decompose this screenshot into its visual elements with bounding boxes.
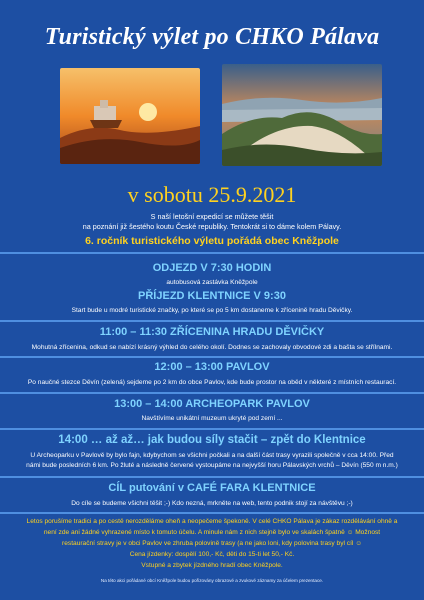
divider bbox=[0, 512, 424, 514]
divider bbox=[0, 428, 424, 430]
intro-text bbox=[0, 212, 424, 232]
intro-line: S naší letošní expedicí se můžete těšit bbox=[150, 212, 274, 221]
divider bbox=[0, 320, 424, 322]
section-text: Start bude u modré turistické značky, po které se po 5 km dostaneme k zřícenině hradu Děvičky. bbox=[71, 307, 353, 314]
section-text: autobusová zastávka Kněžpole bbox=[166, 279, 258, 286]
admission-note: Vstupné a zbytek jízdného hradí obec Kněžpole. bbox=[141, 562, 283, 569]
section-heading-arrival: PŘÍJEZD KLENTNICE V 9:30 bbox=[138, 290, 286, 302]
ticket-price: Cena jízdenky: dospělí 100,- Kč, děti do 15-ti let 50,- Kč. bbox=[129, 551, 295, 558]
section-text: námi bude posledních 6 km. Po žluté a následně červené vystoupáme na nejvyšší horu Pálavských vrchů – Děvín (550 m n.m.) bbox=[26, 462, 398, 469]
section-heading-pavlov: 12:00 – 13:00 PAVLOV bbox=[154, 361, 270, 373]
footer-line: Letos porušíme tradici a po cestě nerozděláme oheň a neopečeme špekoně. V celé CHKO Pálava je zákaz rozdělávání ohně a bbox=[26, 518, 398, 525]
divider bbox=[0, 392, 424, 394]
section-text: Do cíle se budeme všichni těšit ;-) Kdo nezná, mrkněte na web, tento podnik stojí za návštěvu ;-) bbox=[71, 500, 353, 507]
section-heading-return: 14:00 … až až… jak budou síly stačit – zpět do Klentnice bbox=[58, 434, 366, 446]
pavlov-hills-photo bbox=[222, 64, 382, 166]
section-text: Mohutná zřícenina, odkud se nabízí krásný výhled do celého okolí. Dodnes se zachovaly obvodové zdi a bašta se střílnami. bbox=[31, 344, 393, 351]
section-heading-archeopark: 13:00 – 14:00 ARCHEOPARK PAVLOV bbox=[114, 398, 310, 410]
section-heading-devicky: 11:00 – 11:30 ZŘÍCENINA HRADU DĚVIČKY bbox=[99, 326, 325, 338]
poster-title: Turistický výlet po CHKO Pálava bbox=[44, 24, 380, 50]
divider bbox=[0, 252, 424, 254]
section-text: U Archeoparku v Pavlově by bylo fajn, kdybychom se všichni počkali a na další část trasy vyrazili společně v cca 14:00. Před bbox=[30, 452, 394, 459]
section-heading-departure: ODJEZD V 7:30 HODIN bbox=[152, 262, 272, 274]
footer-line: není zde ani žádné vyhrazené místo k tomuto účelu. A minule nám z nich stejně bylo ve skalách špatně ☺ Možnost bbox=[43, 529, 381, 536]
section-heading-finish: CÍL putování v CAFÉ FARA KLENTNICE bbox=[108, 482, 316, 494]
organizer-highlight: 6. ročník turistického výletu pořádá obec Kněžpole bbox=[85, 235, 339, 247]
intro-line: na poznání již šestého koutu České republiky. Tentokrát si to dáme kolem Pálavy. bbox=[82, 222, 342, 231]
recording-notice: Na této akci pořádané obcí Kněžpole budou pořizovány obrazové a zvukové záznamy za účelem prezentace. bbox=[100, 578, 324, 583]
divider bbox=[0, 356, 424, 358]
divider bbox=[0, 476, 424, 478]
castle-ruin-photo bbox=[60, 68, 200, 164]
section-text: Navštívíme unikátní muzeum ukryté pod zemí ... bbox=[141, 415, 283, 422]
footer-line: restaurační stravy je v obci Pavlov ve zhruba polovině trasy (a ne jako loni, kdy polovina trasy byl cíl ☺ bbox=[62, 540, 362, 547]
event-date: v sobotu 25.9.2021 bbox=[127, 182, 297, 207]
section-text: Po naučné stezce Děvín (zelená) sejdeme po 2 km do obce Pavlov, kde bude prostor na oběd v některé z místních restaurací. bbox=[27, 379, 397, 386]
